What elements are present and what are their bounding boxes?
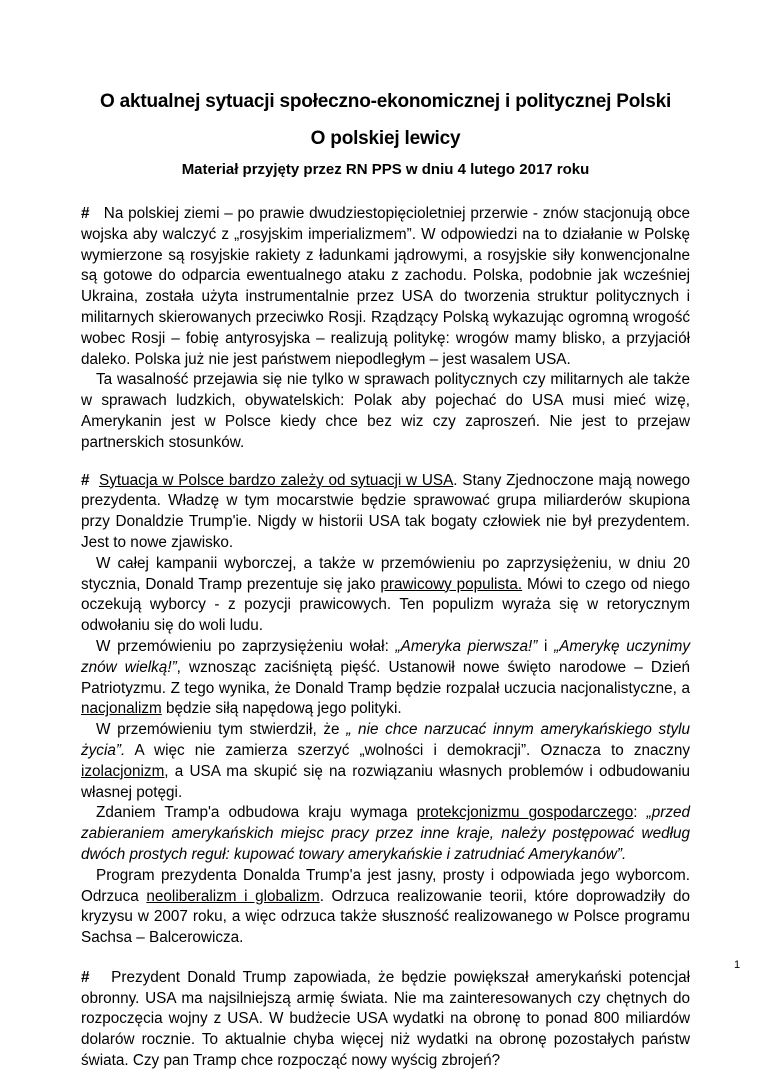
text-run: a USA ma skupić się na rozwiązaniu własnych problemów i odbudowaniu własnej potęgi. [81, 762, 690, 801]
paragraph-text: . Stany Zjednoczone mają nowego prezydenta. Władzę w tym mocarstwie będzie sprawować grupa miliarderów skupiona przy Donaldzie Trump'ie. Nigdy w historii USA tak bogaty człowiek nie był prezydentem. Jest to nowe zjawisko. [81, 471, 690, 551]
text-run: W przemówieniu po zaprzysiężeniu wołał: [96, 637, 396, 655]
paragraph [81, 554, 690, 637]
paragraph [81, 637, 690, 720]
paragraph-text: Na polskiej ziemi – po prawie dwudziestopięcioletniej przerwie - znów stacjonują obce wojska aby walczyć z „rosyjskim imperializmem”. W odpowiedzi na to działanie w Polskę wymierzone są rosyjskie rakiety z ładunkami jądrowymi, a rosyjskie siły konwencjonalne są gotowe do odparcia ewentualnego ataku z zachodu. Polska, podobnie jak wcześniej Ukraina, została użyta instrumentalnie przez USA do tworzenia struktur politycznych i militarnych skierowanych przeciwko Rosji. Rządzący Polską wykazując ogromną wrogość wobec Rosji – fobię antyrosyjska – realizują politykę: wrogów mamy blisko, a przyjaciół daleko. Polska już nie jest państwem niepodległym – jest wasalem USA. [81, 205, 690, 368]
document-page [81, 82, 690, 1072]
section-1 [81, 204, 690, 454]
section-2 [81, 471, 690, 949]
text-run: , wznosząc zaciśniętą pięść. Ustanowił nowe święto narodowe – Dzień Patriotyzmu. Z tego wynika, że Donald Tramp będzie rozpalał uczucia nacjonalistyczne, a [81, 658, 691, 697]
text-run: W całej kampanii wyborczej, a także w przemówieniu po zaprzysiężeniu, w dniu 20 stycznia, Donald Tramp prezentuje się jako [81, 554, 690, 593]
underlined-term: nacjonalizm [81, 700, 162, 718]
text-run: Mówi to czego od niego oczekują wyborcy - z pozycji prawicowych. Ten populizm wyraża się w retorycznym odwołaniu się do woli ludu. [81, 575, 691, 635]
hash-marker: # [81, 471, 90, 489]
underlined-term: prawicowy populista. [380, 575, 523, 593]
quote: „Amerykę uczynimy znów wielką!” [81, 637, 690, 676]
paragraph [81, 204, 690, 370]
quote: „Ameryka pierwsza!” [395, 637, 538, 655]
text-run: będzie siłą napędową jego polityki. [161, 700, 402, 718]
text-run: Program prezydenta Donalda Trump'a jest jasny, prosty i odpowiada jego wyborcom. Odrzuca [81, 866, 690, 905]
underlined-lead: Sytuacja w Polsce bardzo zależy od sytuacji w USA [99, 471, 454, 489]
text-run: Zdaniem Tramp'a odbudowa kraju wymaga [96, 804, 417, 822]
text-run: . Odrzuca realizowanie teorii, które doprowadziły do kryzysu w 2007 roku, a więc odrzuca także słuszność realizowanego w Polsce programu Sachsa – Balcerowicza. [81, 887, 691, 947]
quote: „ nie chce narzucać innym amerykańskiego stylu życia”. [81, 721, 690, 759]
underlined-term: neoliberalizm i globalizm [146, 887, 320, 905]
paragraph-text: Prezydent Donald Trump zapowiada, że będzie powiększał amerykański potencjał obronny. USA ma najsilniejszą armię świata. Nie ma zainteresowanych czy chętnych do rozpoczęcia wojny z USA. W budżecie USA wydatki na obronę to ponad 800 miliardów dolarów rocznie. To aktualnie chyba więcej niż wydatki na obronę pozostałych państw świata. Czy pan Tramp chce rozpocząć nowy wyścig zbrojeń? [81, 968, 691, 1070]
paragraph [81, 968, 690, 1072]
hash-marker: # [81, 205, 90, 222]
paragraph [81, 866, 690, 949]
paragraph [81, 803, 690, 865]
section-3 [81, 968, 690, 1072]
adoption-note: Materiał przyjęty przez RN PPS w dniu 4 lutego 2017 roku [181, 161, 590, 178]
document-subtitle: O polskiej lewicy [310, 128, 461, 149]
paragraph [81, 720, 690, 803]
text-run: : [633, 804, 647, 822]
page-number: 1 [734, 959, 741, 971]
hash-marker: # [81, 968, 90, 986]
text-run: W przemówieniu tym stwierdził, że [96, 721, 347, 739]
document-title: O aktualnej sytuacji społeczno-ekonomicznej i politycznej Polski [99, 91, 672, 112]
text-run: i [537, 637, 555, 655]
text-run: A więc nie zamierza szerzyć „wolności i demokracji”. Oznacza to znaczny [125, 741, 690, 759]
underlined-term: protekcjonizmu gospodarczego [416, 804, 634, 822]
paragraph [81, 471, 690, 554]
underlined-term: izolacjonizm, [81, 762, 169, 780]
paragraph: Ta wasalność przejawia się nie tylko w sprawach politycznych czy militarnych ale także w sprawach ludzkich, obywatelskich: Polak aby pojechać do USA musi mieć wizę, Amerykanin jest w Polsce kiedy chce bez wiz czy zaproszeń. Nie jest to przejaw partnerskich stosunków. [81, 371, 690, 451]
quote: „przed zabieraniem amerykańskich miejsc pracy przez inne kraje, należy postępować według dwóch prostych reguł: kupować towary amerykańskie i zatrudniać Amerykanów”. [81, 804, 691, 863]
